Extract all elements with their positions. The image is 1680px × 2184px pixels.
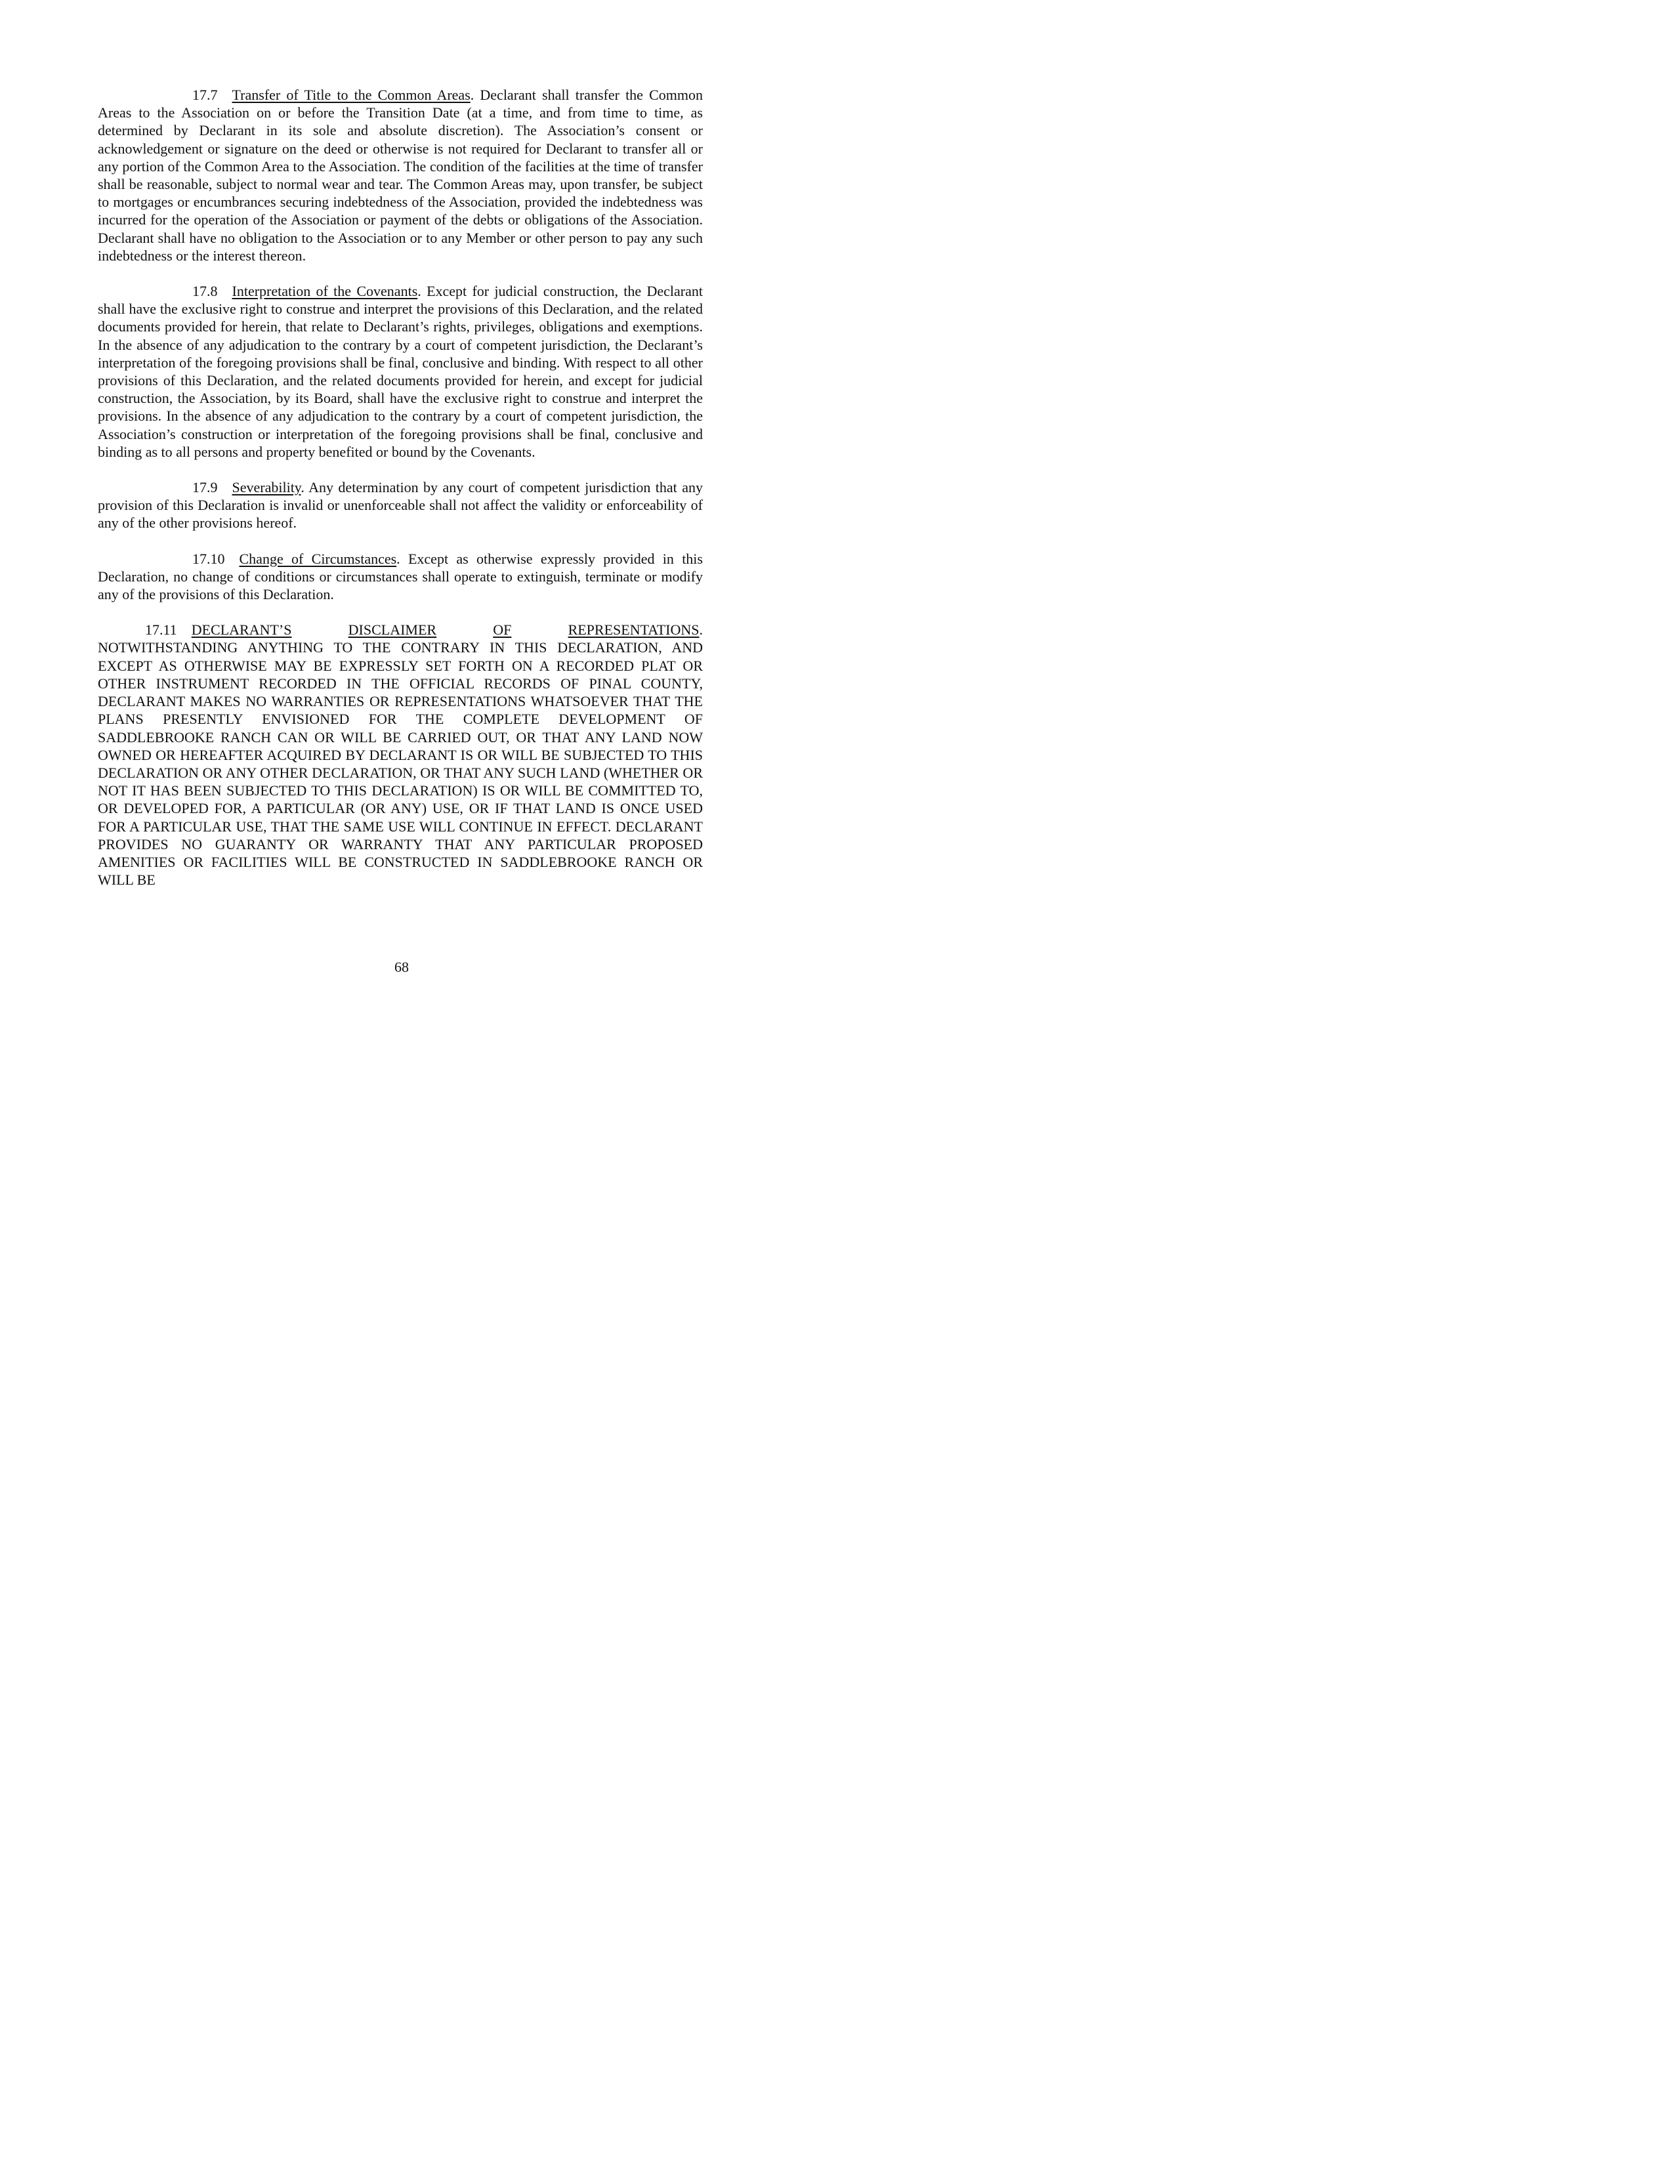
section-text: . Except as otherwise expressly provided in this Declaration, no change of conditions or circumstances shall operate to extinguish, terminate or modify any of the provisions of this Declaration.	[98, 550, 703, 603]
section-heading: Severability	[232, 479, 301, 496]
section-17-8	[98, 282, 703, 461]
heading-word: DECLARANT’S	[191, 621, 292, 639]
section-heading-part	[145, 621, 291, 639]
heading-word: OF	[493, 621, 512, 639]
section-number: 17.10	[192, 550, 225, 567]
document-page	[0, 0, 803, 1040]
section-heading-part	[568, 621, 703, 639]
section-heading: Interpretation of the Covenants	[232, 283, 418, 300]
section-number: 17.7	[192, 87, 218, 103]
section-text: . Any determination by any court of competent jurisdiction that any provision of this Declaration is invalid or unenforceable shall not affect the validity or enforceability of any of the other provisions hereof.	[98, 479, 703, 532]
section-number: 17.11	[145, 621, 177, 639]
heading-period: .	[699, 621, 703, 639]
page-number: 68	[394, 959, 409, 975]
section-heading: Change of Circumstances	[239, 550, 397, 567]
section-text: . Except for judicial construction, the Declarant shall have the exclusive right to construe and interpret the provisions of this Declaration, and the related documents provided for herein, that relate to Declarant’s rights, privileges, obligations and exemptions. In the absence of any adjudication to the contrary by a court of competent jurisdiction, the Declarant’s interpretation of the foregoing provisions shall be final, conclusive and binding. With respect to all other provisions of this Declaration, and the related documents provided for herein, and except for judicial construction, the Association, by its Board, shall have the exclusive right to construe and interpret the provisions. In the absence of any adjudication to the contrary by a court of competent jurisdiction, the Association’s construction or interpretation of the foregoing provisions shall be final, conclusive and binding as to all persons and property benefited or bound by the Covenants.	[98, 283, 703, 460]
document-body	[98, 86, 703, 889]
section-number: 17.9	[192, 479, 218, 496]
section-17-7	[98, 86, 703, 264]
section-text: . Declarant shall transfer the Common Areas to the Association on or before the Transition Date (at a time, and from time to time, as determined by Declarant in its sole and absolute discretion). The Association’s consent or acknowledgement or signature on the deed or otherwise is not required for Declarant to transfer all or any portion of the Common Area to the Association. The condition of the facilities at the time of transfer shall be reasonable, subject to normal wear and tear. The Common Areas may, upon transfer, be subject to mortgages or encumbrances securing indebtedness of the Association, provided the indebtedness was incurred for the operation of the Association or payment of the debts or obligations of the Association. Declarant shall have no obligation to the Association or to any Member or other person to pay any such indebtedness or the interest thereon.	[98, 87, 703, 264]
section-text: NOTWITHSTANDING ANYTHING TO THE CONTRARY IN THIS DECLARATION, AND EXCEPT AS OTHERWISE MAY BE EXPRESSLY SET FORTH ON A RECORDED PLAT OR OTHER INSTRUMENT RECORDED IN THE OFFICIAL RECORDS OF PINAL COUNTY, DECLARANT MAKES NO WARRANTIES OR REPRESENTATIONS WHATSOEVER THAT THE PLANS PRESENTLY ENVISIONED FOR THE COMPLETE DEVELOPMENT OF SADDLEBROOKE RANCH CAN OR WILL BE CARRIED OUT, OR THAT ANY LAND NOW OWNED OR HEREAFTER ACQUIRED BY DECLARANT IS OR WILL BE SUBJECTED TO THIS DECLARATION OR ANY OTHER DECLARATION, OR THAT ANY SUCH LAND (WHETHER OR NOT IT HAS BEEN SUBJECTED TO THIS DECLARATION) IS OR WILL BE COMMITTED TO, OR DEVELOPED FOR, A PARTICULAR (OR ANY) USE, OR IF THAT LAND IS ONCE USED FOR A PARTICULAR USE, THAT THE SAME USE WILL CONTINUE IN EFFECT. DECLARANT PROVIDES NO GUARANTY OR WARRANTY THAT ANY PARTICULAR PROPOSED AMENITIES OR FACILITIES WILL BE CONSTRUCTED IN SADDLEBROOKE RANCH OR WILL BE	[98, 639, 703, 889]
section-17-11	[98, 621, 703, 889]
section-17-9	[98, 478, 703, 532]
section-number: 17.8	[192, 283, 218, 300]
section-heading-line	[98, 621, 703, 639]
heading-word: DISCLAIMER	[348, 621, 437, 639]
section-17-10	[98, 550, 703, 604]
heading-word: REPRESENTATIONS	[568, 621, 700, 639]
section-heading: Transfer of Title to the Common Areas	[232, 87, 471, 103]
